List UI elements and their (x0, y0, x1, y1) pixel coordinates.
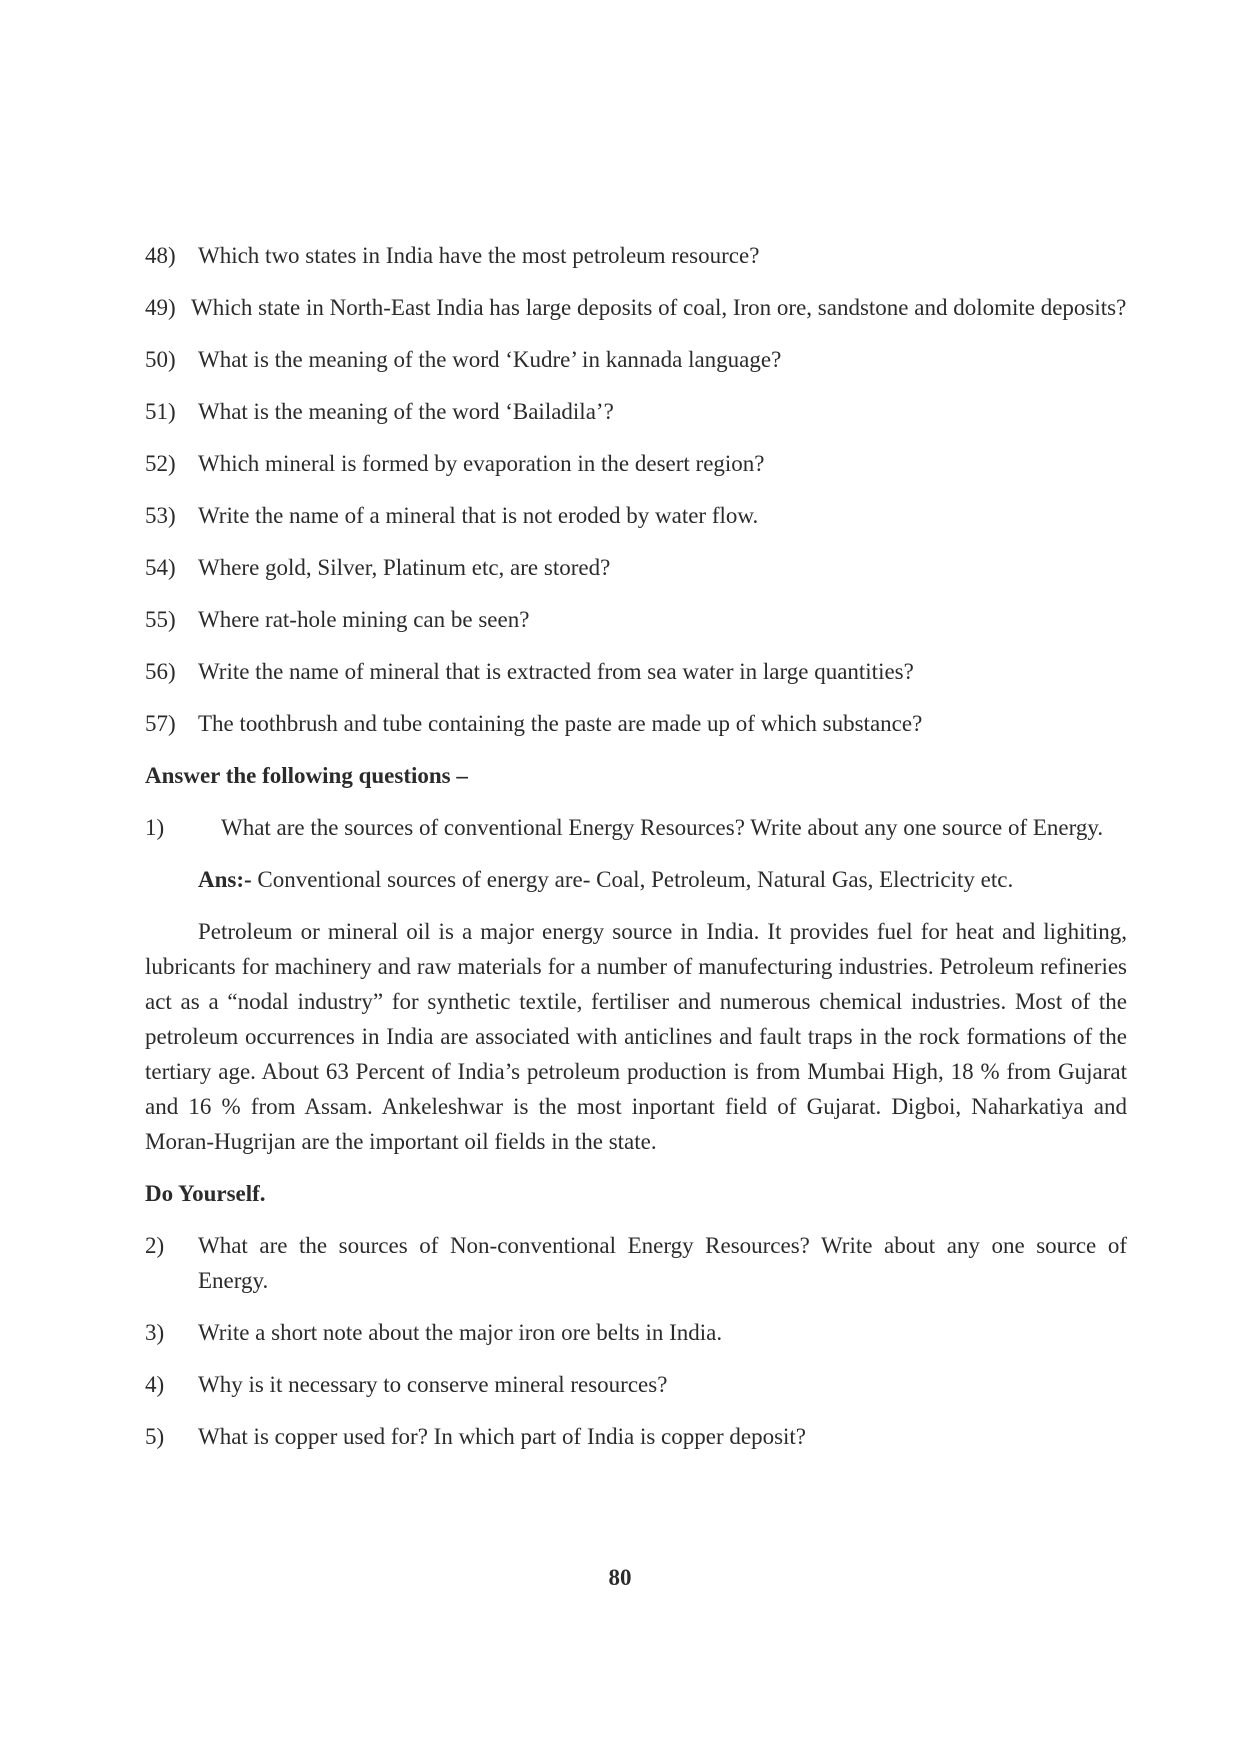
question-number: 57) (145, 711, 176, 736)
question-number: 51) (145, 399, 176, 424)
question-number: 5) (145, 1424, 165, 1449)
question-text: What is copper used for? In which part of India is copper deposit? (198, 1424, 807, 1449)
question-54 (145, 550, 1127, 585)
section-heading-do-yourself: Do Yourself. (145, 1181, 266, 1206)
question-text: Which mineral is formed by evaporation in the desert region? (198, 451, 765, 476)
question-number: 55) (145, 607, 176, 632)
do-yourself-question-2 (145, 1228, 1127, 1298)
question-text: Which state in North-East India has large deposits of coal, Iron ore, sandstone and dolomite deposits? (191, 295, 1127, 320)
section-heading-answer: Answer the following questions – (145, 763, 468, 788)
question-text: What are the sources of Non-conventional Energy Resources? Write about any one source of Energy. (198, 1233, 1127, 1293)
question-number: 48) (145, 243, 176, 268)
answer-line (198, 862, 1127, 897)
question-text: Where gold, Silver, Platinum etc, are stored? (198, 555, 611, 580)
do-yourself-question-3 (145, 1315, 1127, 1350)
question-number: 3) (145, 1320, 165, 1345)
question-text: Which two states in India have the most petroleum resource? (198, 243, 760, 268)
question-number: 52) (145, 451, 176, 476)
question-48 (145, 238, 1127, 273)
question-number: 2) (145, 1233, 165, 1258)
page-content (145, 238, 1127, 1471)
question-52 (145, 446, 1127, 481)
question-51 (145, 394, 1127, 429)
question-56 (145, 654, 1127, 689)
question-50 (145, 342, 1127, 377)
do-yourself-question-4 (145, 1367, 1127, 1402)
question-53 (145, 498, 1127, 533)
page-number: 80 (608, 1565, 632, 1590)
answer-text: Conventional sources of energy are- Coal, Petroleum, Natural Gas, Electricity etc. (251, 867, 1014, 892)
question-number: 53) (145, 503, 176, 528)
answer-label: Ans:- (198, 867, 252, 892)
question-49 (145, 290, 1127, 325)
question-text: What are the sources of conventional Energy Resources? Write about any one source of Energy. (221, 815, 1104, 840)
question-text: Why is it necessary to conserve mineral resources? (198, 1372, 668, 1397)
question-text: Where rat-hole mining can be seen? (198, 607, 530, 632)
question-text: The toothbrush and tube containing the paste are made up of which substance? (198, 711, 923, 736)
answer-paragraph: Petroleum or mineral oil is a major energy source in India. It provides fuel for heat and lighiting, lubricants for machinery and raw materials for a number of manufecturing industries. Petroleum refineries act as a “nodal industry” for synthetic textile, fertiliser and numerous chemical industries. Most of the petroleum occurrences in India are associated with anticlines and fault traps in the rock formations of the tertiary age. About 63 Percent of India’s petroleum production is from Mumbai High, 18 % from Gujarat and 16 % from Assam. Ankeleshwar is the most inportant field of Gujarat. Digboi, Naharkatiya and Moran-Hugrijan are the important oil fields in the state. (145, 919, 1127, 1154)
question-number: 54) (145, 555, 176, 580)
question-text: Write the name of a mineral that is not eroded by water flow. (198, 503, 759, 528)
question-number: 1) (145, 815, 165, 840)
question-number: 4) (145, 1372, 165, 1397)
question-number: 56) (145, 659, 176, 684)
do-yourself-question-5 (145, 1419, 1127, 1454)
answer-question-1 (145, 810, 1127, 845)
question-text: What is the meaning of the word ‘Bailadila’? (198, 399, 614, 424)
question-number: 50) (145, 347, 176, 372)
question-57 (145, 706, 1127, 741)
question-55 (145, 602, 1127, 637)
question-text: Write a short note about the major iron ore belts in India. (198, 1320, 723, 1345)
question-number: 49) (145, 295, 176, 320)
question-text: What is the meaning of the word ‘Kudre’ in kannada language? (198, 347, 782, 372)
question-text: Write the name of mineral that is extracted from sea water in large quantities? (198, 659, 914, 684)
